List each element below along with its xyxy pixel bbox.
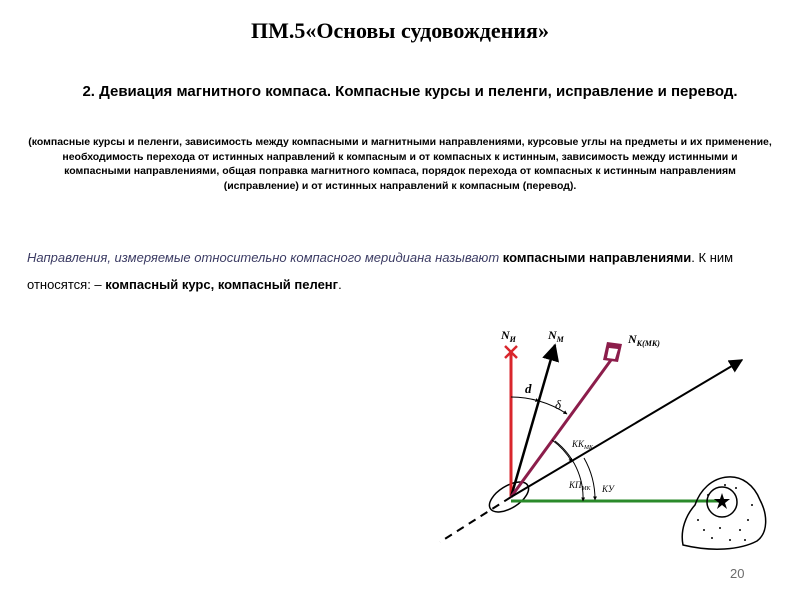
label-true-north: $N_И$ xyxy=(501,328,516,344)
declination-arc xyxy=(511,397,539,401)
ship-outline xyxy=(485,476,534,518)
label-declination: d xyxy=(525,381,532,396)
label-magnetic-north: $N_М$ xyxy=(548,328,564,344)
label-compass-course: $КК_{МК}$ xyxy=(572,439,593,451)
definition-end: . xyxy=(338,277,342,292)
page-number: 20 xyxy=(730,566,745,581)
label-heading-angle: КУ xyxy=(602,484,614,494)
label-compass-bearing: $КП_{МК}$ xyxy=(569,480,591,492)
term-compass-directions: компасными направлениями xyxy=(502,250,692,265)
compass-bearing-arc xyxy=(555,441,583,501)
definition-lead: Направления, измеряемые относительно компасного меридиана называют xyxy=(27,250,503,265)
topic-note: (компасные курсы и пеленги, зависимость между компасными и магнитными направлениями, курсовые углы на предметы и их применение, необходимость перехода от истинных направлений к компасным и от компасных к истинным, зависимость между истинными и компасными направлениями, общая поправка магнитного компаса, порядок перехода от компасных к истинным направлениям (исправление) и от истинных направлений к компасным (перевод). xyxy=(28,136,772,192)
term-course-bearing: компасный курс, компасный пеленг xyxy=(105,277,339,292)
label-deviation: δ xyxy=(555,397,562,412)
compass-course-arc xyxy=(552,440,572,462)
stern-dashed-line xyxy=(440,497,511,542)
definition-connector: . К ним относятся: – xyxy=(27,250,734,292)
heading-angle-arc xyxy=(584,458,595,500)
island-speckles xyxy=(697,484,753,541)
slide-subtitle: 2. Девиация магнитного компаса. Компасные курсы и пеленги, исправление и перевод. xyxy=(82,83,738,100)
slide-title: ПМ.5«Основы судовождения» xyxy=(251,18,549,43)
deviation-arc xyxy=(539,401,567,414)
label-compass-north: $N_{К(МК)}$ xyxy=(628,332,660,348)
